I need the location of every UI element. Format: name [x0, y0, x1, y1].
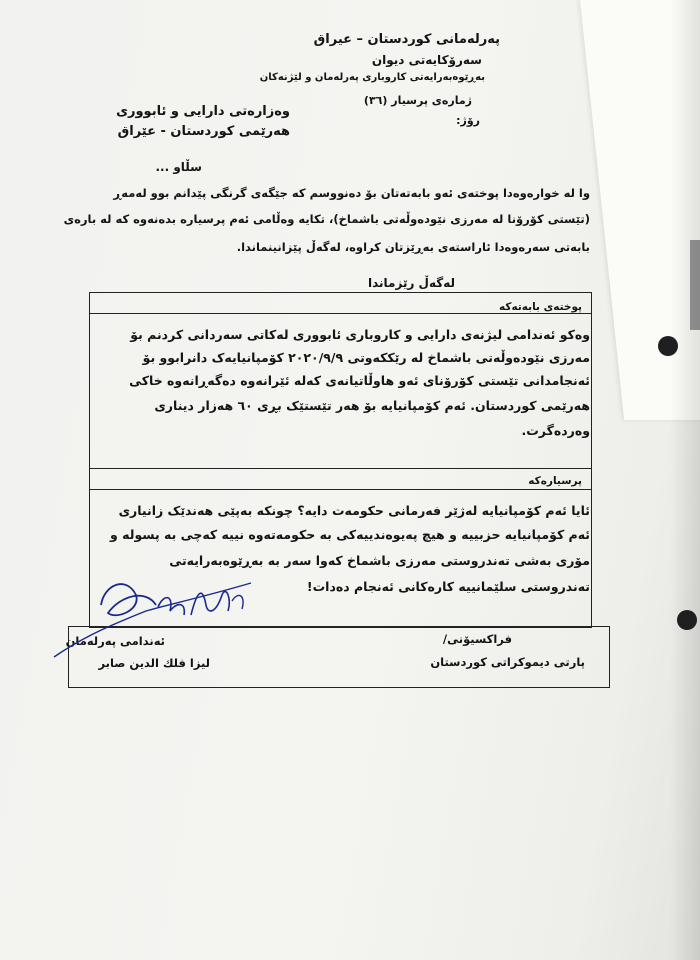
subject-label: پوختەی بابەتەکە [498, 301, 582, 313]
table-divider [90, 489, 591, 490]
question-line: ئایا ئەم کۆمپانیایە لەژێر فەرمانی حکومەت دایە؟ چونکە بەپێی هەندێک زانیاری [118, 503, 590, 518]
question-label: پرسیارەکە [528, 475, 582, 487]
subject-line: ئەنجامدانی تێستی کۆرۆنای ئەو هاوڵاتیانەی کەلە ئێرانەوە دەگەڕانەوە خاکی [129, 373, 590, 388]
subject-line: هەرێمی کوردستان. ئەم کۆمپانیایە بۆ هەر تێستێک بڕی ٦٠ هەزار دیناری [154, 398, 590, 413]
faction-name: پارتی دیموکراتی کوردستان [430, 655, 585, 669]
punch-hole [658, 336, 678, 356]
question-line: تەندروستی سلێمانییە کارەکانی ئەنجام دەدات! [306, 579, 590, 594]
letterhead-parliament: پەرلەمانی کوردستان – عیراق [313, 32, 500, 47]
addressee-ministry: وەزارەتی دارایی و ئابووری [116, 104, 290, 119]
date-label: رۆژ: [456, 114, 480, 127]
subject-line: وەکو ئەندامی لیژنەی دارایی و کاروباری ئابووری لەکاتی سەردانی کردنم بۆ [130, 327, 590, 342]
intro-line: وا لە خوارەوەدا پوختەی ئەو بابەتەتان بۆ دەنووسم کە جێگەی گرنگی پێدانم بوو لەمەڕ [113, 186, 590, 200]
subject-line: وەردەگرت. [521, 423, 590, 438]
letterhead-directorate: بەڕێوەبەرایەتی کاروباری پەرلەمان و لێژنەکان [259, 72, 485, 83]
faction-title: فراکسیۆنی/ [442, 632, 512, 646]
punch-hole [677, 610, 697, 630]
table-divider [90, 313, 591, 314]
closing-respect: لەگەڵ رێزماندا [368, 276, 455, 290]
intro-line: (تێستی کۆرۆنا لە مەرزی نێودەوڵەتی باشماخ)، تکایە وەڵامی ئەم پرسیارە بدەنەوە کە لە بارەی [63, 212, 590, 226]
intro-line: بابەتی سەرەوەدا ئاراستەی بەڕێزتان کراوە، لەگەڵ پێزانینماندا. [236, 240, 590, 254]
handwritten-signature [46, 565, 256, 665]
page-edge [690, 240, 700, 330]
member-name: لیزا فلك الدين صابر [98, 656, 210, 670]
table-divider [90, 468, 591, 469]
greeting: سڵاو ... [155, 160, 202, 174]
addressee-region: هەرێمی کوردستان - عێراق [117, 124, 290, 139]
page-shadow [670, 0, 700, 960]
question-number: ژمارەی پرسیار (٣٦) [363, 94, 472, 107]
question-line: مۆری بەشی تەندروستی مەرزی باشماخ کەوا سەر بە بەڕێوەبەرایەتی [169, 553, 590, 568]
subject-line: مەرزی نێودەوڵەتی باشماخ لە رێککەوتی ٢٠٢٠/٩/٩ کۆمپانیایەک دانرابوو بۆ [142, 350, 590, 365]
question-line: ئەم کۆمپانیایە حزبییە و هیچ پەیوەندییەکی بە حکومەتەوە نییە کەچی بە پسولە و [110, 527, 590, 542]
member-title: ئەندامی پەرلەمان [65, 634, 165, 648]
letterhead-presidency: سەرۆکایەتی دیوان [371, 53, 482, 67]
